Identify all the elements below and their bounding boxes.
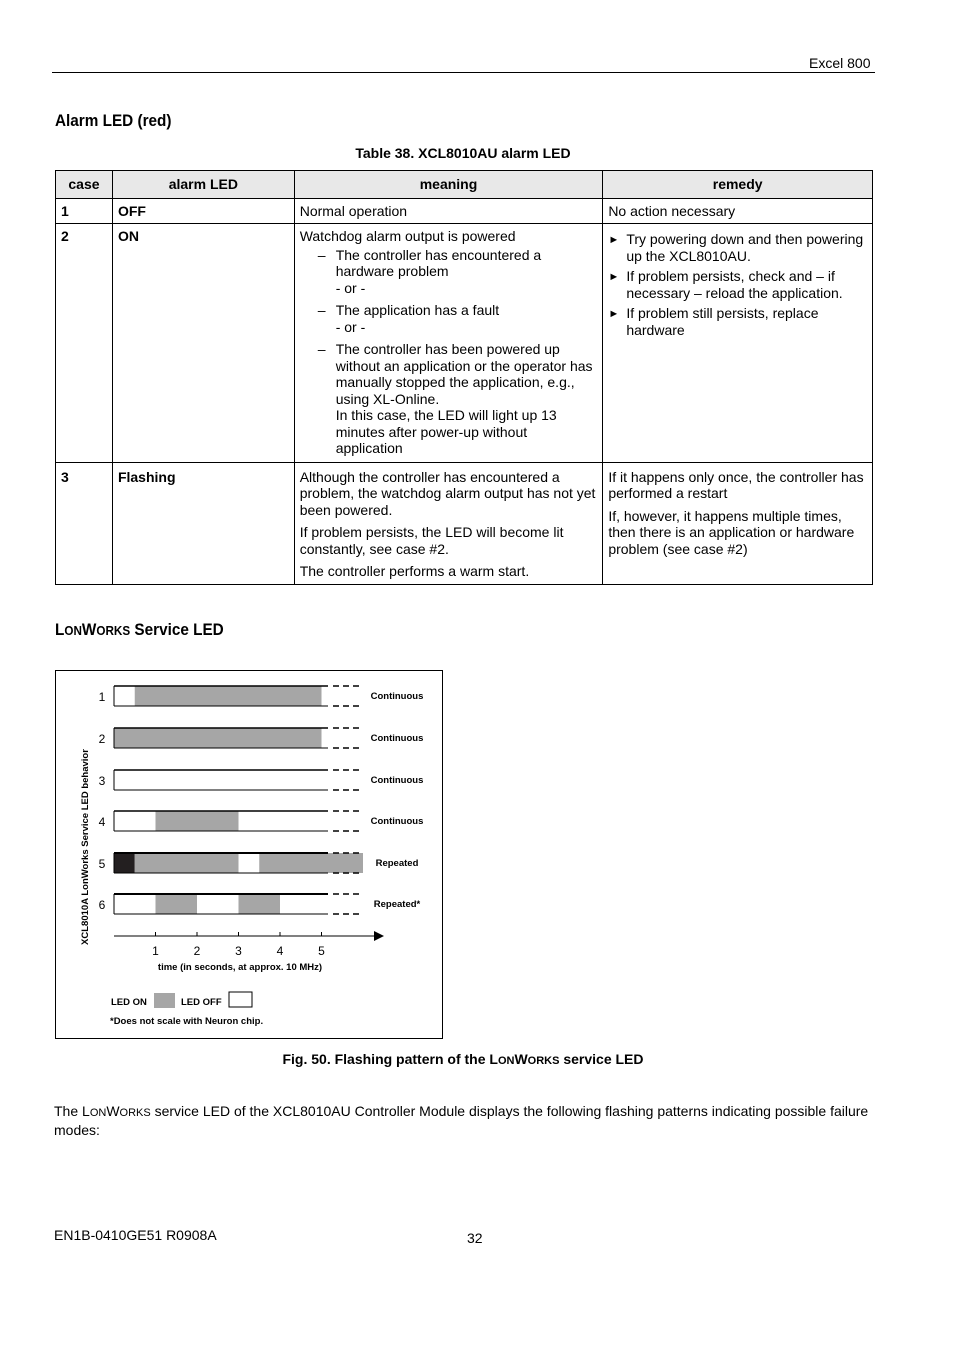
remedy-item-text: Try powering down and then powering up the XCL8010AU.: [626, 231, 864, 264]
table-header-row: [56, 171, 873, 199]
led-behavior-figure: [55, 670, 443, 1039]
meaning-paragraph: If problem persists, the LED will become lit constantly, see case #2.: [299, 524, 564, 557]
meaning-paragraph: Although the controller has encountered a problem, the watchdog alarm output has not yet been powered.: [299, 468, 596, 518]
meaning-item-or: - or -: [335, 318, 366, 335]
x-tick-label: 3: [235, 944, 242, 958]
row-behavior-label: Continuous: [370, 816, 424, 827]
legend-led-on-swatch: [154, 993, 175, 1008]
figure-caption: Fig. 50. Flashing pattern of the LONWORKS service LED: [282, 1051, 644, 1067]
case-number: 2: [56, 224, 113, 463]
dash-marker: –: [317, 341, 326, 357]
led-state: Flashing: [112, 462, 294, 584]
row-number: 6: [98, 898, 106, 912]
column-header-meaning: meaning: [294, 171, 603, 199]
row-number: 3: [98, 774, 106, 788]
remedy-item: [608, 231, 867, 264]
footer-page-number: 32: [467, 1230, 483, 1246]
legend-led-off-label: LED OFF: [181, 997, 222, 1008]
remedy-item-text: If problem persists, check and – if necessary – reload the application.: [626, 268, 843, 301]
meaning-item-or: - or -: [335, 279, 366, 296]
y-axis-label: XCL8010A LonWorks Service LED behavior: [80, 749, 91, 945]
alarm-led-table: [55, 170, 873, 585]
meaning-item: [300, 247, 598, 297]
remedy-item: [608, 305, 867, 338]
column-header-remedy: remedy: [603, 171, 873, 199]
meaning-cell: [294, 462, 603, 584]
arrow-bullet-icon: ►: [608, 271, 620, 283]
led-on-segment: [114, 853, 135, 873]
led-state: ON: [112, 224, 294, 463]
meaning-item-text: The controller has been powered up without an application or the operator has manually stopped the application, e.g., using XL-Online.: [335, 341, 593, 407]
x-tick-label: 4: [276, 944, 284, 958]
remedy-item-text: If problem still persists, replace hardware: [626, 305, 819, 338]
row-number: 5: [98, 857, 106, 871]
case-number: 1: [56, 198, 113, 224]
led-state: OFF: [112, 198, 294, 224]
arrow-bullet-icon: ►: [608, 308, 620, 320]
section-title-lonworks-service-led: LONWORKS Service LED: [55, 620, 224, 639]
figure-footnote: *Does not scale with Neuron chip.: [110, 1016, 264, 1027]
remedy-item: [608, 268, 867, 301]
meaning-item: [300, 302, 598, 335]
meaning-item: [300, 341, 598, 457]
header-product: Excel 800: [809, 55, 871, 71]
meaning-cell: [294, 224, 603, 463]
led-on-segment: [135, 686, 322, 706]
meaning-item-text: The controller has encountered a hardware problem: [335, 246, 542, 279]
led-on-segment: [259, 853, 363, 873]
remedy-paragraph: If it happens only once, the controller has performed a restart: [608, 468, 864, 501]
x-tick-label: 5: [318, 944, 325, 958]
body-paragraph: The LONWORKS service LED of the XCL8010AU Controller Module displays the following flashing patterns indicating possible failure modes:: [54, 1103, 869, 1138]
row-behavior-label: Repeated: [375, 858, 419, 869]
remedy-cell: [603, 224, 873, 463]
table-caption: Table 38. XCL8010AU alarm LED: [355, 145, 571, 161]
remedy-cell: [603, 462, 873, 584]
row-behavior-label: Repeated*: [373, 899, 421, 910]
column-header-case: case: [56, 171, 113, 199]
row-number: 4: [98, 815, 106, 829]
meaning-paragraph: The controller performs a warm start.: [299, 563, 530, 579]
x-axis-label: time (in seconds, at approx. 10 MHz): [157, 962, 323, 973]
section-title-alarm-led: Alarm LED (red): [55, 111, 172, 130]
column-header-alarm-led: alarm LED: [112, 171, 294, 199]
led-on-segment: [156, 894, 198, 914]
led-on-segment: [135, 853, 239, 873]
meaning-item-text: The application has a fault: [335, 302, 500, 318]
led-on-segment: [114, 728, 322, 748]
led-on-segment: [156, 811, 239, 831]
remedy-cell: No action necessary: [603, 198, 873, 224]
meaning-item-note: In this case, the LED will light up 13 minutes after power-up without application: [335, 407, 557, 456]
legend-led-on-label: LED ON: [111, 997, 147, 1008]
x-tick-label: 1: [152, 944, 159, 958]
dash-marker: –: [317, 302, 326, 318]
led-on-segment: [239, 894, 281, 914]
remedy-paragraph: If, however, it happens multiple times, then there is an application or hardware problem (see case #2): [608, 507, 855, 557]
arrow-bullet-icon: ►: [608, 234, 620, 246]
row-number: 1: [98, 690, 106, 704]
legend-led-off-swatch: [229, 992, 252, 1007]
dash-marker: –: [317, 246, 326, 263]
x-tick-label: 2: [193, 944, 201, 958]
table-row: [56, 198, 873, 224]
row-behavior-label: Continuous: [370, 775, 424, 786]
header-rule: [52, 72, 875, 73]
led-timing-diagram: [56, 671, 442, 1038]
table-row: [56, 224, 873, 463]
row-behavior-label: Continuous: [370, 691, 424, 702]
case-number: 3: [56, 462, 113, 584]
x-axis-arrow-icon: [374, 931, 384, 941]
table-row: [56, 462, 873, 584]
meaning-intro: Watchdog alarm output is powered: [299, 228, 516, 244]
meaning-cell: Normal operation: [294, 198, 603, 224]
footer-document-id: EN1B-0410GE51 R0908A: [54, 1227, 217, 1243]
row-behavior-label: Continuous: [370, 733, 424, 744]
row-number: 2: [98, 732, 106, 746]
